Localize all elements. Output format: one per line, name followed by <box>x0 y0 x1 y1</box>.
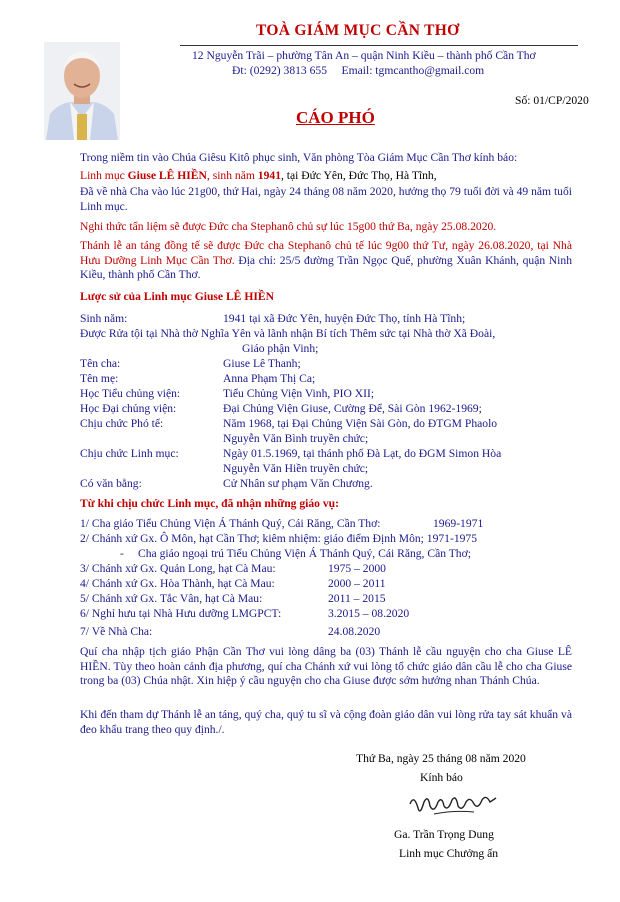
closing-paragraph-2: Khi đến tham dự Thánh lễ an táng, quý cha, quý tu sĩ và cộng đoàn giáo dân vui lòng rửa tay sát khuẩn và đeo khẩu trang theo quy định./. <box>80 708 572 736</box>
major-seminary-label: Học Đại chủng viện: <box>80 402 177 415</box>
degree-label: Có văn bằng: <box>80 477 142 490</box>
ministry-sub-bullet: - <box>120 547 124 560</box>
funeral-place: tại Nhà Hưu Dưỡng Linh Mục Cần Thơ. <box>80 239 572 267</box>
encoffin-notice: Nghi thức tẩn liệm sẽ được Đức cha Stephanô chủ sự lúc 15g00 thứ Ba, ngày 25.08.2020. <box>80 220 497 233</box>
mother-label: Tên mẹ: <box>80 372 119 385</box>
ministry-item-6: 6/ Nghỉ hưu tại Nhà Hưu dưỡng LMGPCT: <box>80 607 282 620</box>
priest-value-1: Ngày 01.5.1969, tại thánh phố Đà Lạt, do ĐGM Simon Hòa <box>223 447 502 460</box>
priest-label: Chịu chức Linh mục: <box>80 447 179 460</box>
ministry-item-2-sub: Cha giáo ngoại trú Tiểu Chủng Viện Á Thánh Quý, Cái Răng, Cần Thơ; <box>138 547 471 560</box>
funeral-address: Địa chỉ: 25/5 đường Trần Ngọc Quế, phường Xuân Khánh, quận Ninh Kiều, thành phố Cần Thơ. <box>80 253 572 281</box>
minor-seminary-label: Học Tiểu chủng viện: <box>80 387 181 400</box>
org-contact <box>232 64 484 77</box>
deceased-prefix: Linh mục <box>80 169 128 182</box>
org-address: 12 Nguyễn Trãi – phường Tân An – quận Ninh Kiều – thành phố Cần Thơ <box>192 49 536 62</box>
born-label: Sinh năm: <box>80 312 128 325</box>
death-announcement: Đã về nhà Cha vào lúc 21g00, thứ Hai, ngày 24 tháng 08 năm 2020, hưởng thọ 79 tuổi đời và 49 năm tuổi Linh mục. <box>80 185 572 213</box>
org-phone: Đt: (0292) 3813 655 <box>232 64 327 77</box>
header-divider <box>180 45 578 46</box>
ministry-years-3: 1975 – 2000 <box>328 562 386 575</box>
born-year: 1941 <box>257 169 281 182</box>
ministry-years-7: 24.08.2020 <box>328 625 381 638</box>
ministry-years-5: 2011 – 2015 <box>328 592 386 605</box>
ministry-years-1: 1969-1971 <box>433 517 484 530</box>
born-place: , tại Đức Yên, Đức Thọ, Hà Tĩnh, <box>280 169 437 182</box>
signature-date: Thứ Ba, ngày 25 tháng 08 năm 2020 <box>356 752 526 765</box>
signer-role: Linh mục Chưởng ấn <box>399 847 499 860</box>
ministry-item-2: 2/ Chánh xứ Gx. Ô Môn, hạt Cần Thơ; kiêm nhiệm: giáo điểm Định Môn; 1971-1975 <box>80 532 478 545</box>
baptism-line-2: Giáo phận Vinh; <box>242 342 319 355</box>
minor-seminary-value: Tiểu Chủng Viện Vinh, PIO XII; <box>223 387 375 400</box>
deceased-line <box>80 169 437 182</box>
father-value: Giuse Lê Thanh; <box>223 357 301 370</box>
bio-heading-text: Lược sử của Linh mục Giuse <box>80 290 226 303</box>
funeral-notice <box>80 239 572 283</box>
ministry-years-6: 3.2015 – 08.2020 <box>328 607 410 620</box>
ministry-years-4: 2000 – 2011 <box>328 577 386 590</box>
org-name: TOÀ GIÁM MỤC CẦN THƠ <box>256 22 460 39</box>
born-prefix: , sinh năm <box>206 169 258 182</box>
ministry-item-4: 4/ Chánh xứ Gx. Hòa Thành, hạt Cà Mau: <box>80 577 275 590</box>
major-seminary-value: Đại Chủng Viện Giuse, Cường Để, Sài Gòn 1962-1969; <box>223 402 482 415</box>
signature-regards: Kính báo <box>420 771 463 784</box>
baptism-line-1: Được Rửa tội tại Nhà thờ Nghĩa Yên và lãnh nhận Bí tích Thêm sức tại Nhà thờ Xã Đoài, <box>80 327 496 340</box>
ministry-item-3: 3/ Chánh xứ Gx. Quản Long, hạt Cà Mau: <box>80 562 276 575</box>
born-value: 1941 tại xã Đức Yên, huyện Đức Thọ, tỉnh Hà Tĩnh; <box>223 312 466 325</box>
deceased-name: Giuse LÊ HIỀN <box>127 169 207 182</box>
document-title: CÁO PHÓ <box>296 108 375 127</box>
org-email: Email: tgmcantho@gmail.com <box>341 64 485 77</box>
deacon-value-1: Năm 1968, tại Đại Chủng Viện Sài Gòn, do ĐTGM Phaolo <box>223 417 498 430</box>
ministry-item-5: 5/ Chánh xứ Gx. Tắc Vân, hạt Cà Mau: <box>80 592 263 605</box>
ministry-heading: Từ khi chịu chức Linh mục, đã nhận những giáo vụ: <box>80 497 339 510</box>
priest-value-2: Nguyễn Văn Hiền truyền chức; <box>223 462 369 475</box>
priest-photo <box>44 42 120 140</box>
signer-name: Ga. Trần Trọng Dung <box>394 828 494 841</box>
deacon-label: Chịu chức Phó tế: <box>80 417 164 430</box>
mother-value: Anna Phạm Thị Ca; <box>223 372 316 385</box>
document-number: Số: 01/CP/2020 <box>515 94 589 107</box>
degree-value: Cử Nhân sư phạm Văn Chương. <box>223 477 373 490</box>
ministry-item-7: 7/ Về Nhà Cha: <box>80 625 153 638</box>
bio-heading <box>80 290 274 303</box>
father-label: Tên cha: <box>80 357 121 370</box>
closing-paragraph-1: Quí cha nhập tịch giáo Phận Cần Thơ vui lòng dâng ba (03) Thánh lễ cầu nguyện cho cha Giuse LÊ HIỀN. Tùy theo hoàn cảnh địa phương, quí cha Chánh xứ vui lòng tổ chức giáo dân cầu lễ cho cha Giuse trong ba (03) Chúa nhật. Xin hiệp ý cầu nguyện cho cha Giuse được sớm hưởng nhan Thánh Chúa. <box>80 645 572 687</box>
ministry-item-1: 1/ Cha giáo Tiểu Chủng Viện Á Thánh Quý, Cái Răng, Cần Thơ: <box>80 517 381 530</box>
deacon-value-2: Nguyễn Văn Bình truyền chức; <box>223 432 369 445</box>
funeral-mass: Thánh lễ an táng đồng tế sẽ được Đức cha Stephanô chủ tế lúc 9g00 thứ Tư, ngày 26.08.2020, <box>80 239 534 252</box>
bio-heading-name: LÊ HIỀN <box>225 290 274 303</box>
intro-line: Trong niềm tin vào Chúa Giêsu Kitô phục sinh, Văn phòng Tòa Giám Mục Cần Thơ kính báo: <box>80 151 518 164</box>
handwritten-signature <box>404 790 504 822</box>
